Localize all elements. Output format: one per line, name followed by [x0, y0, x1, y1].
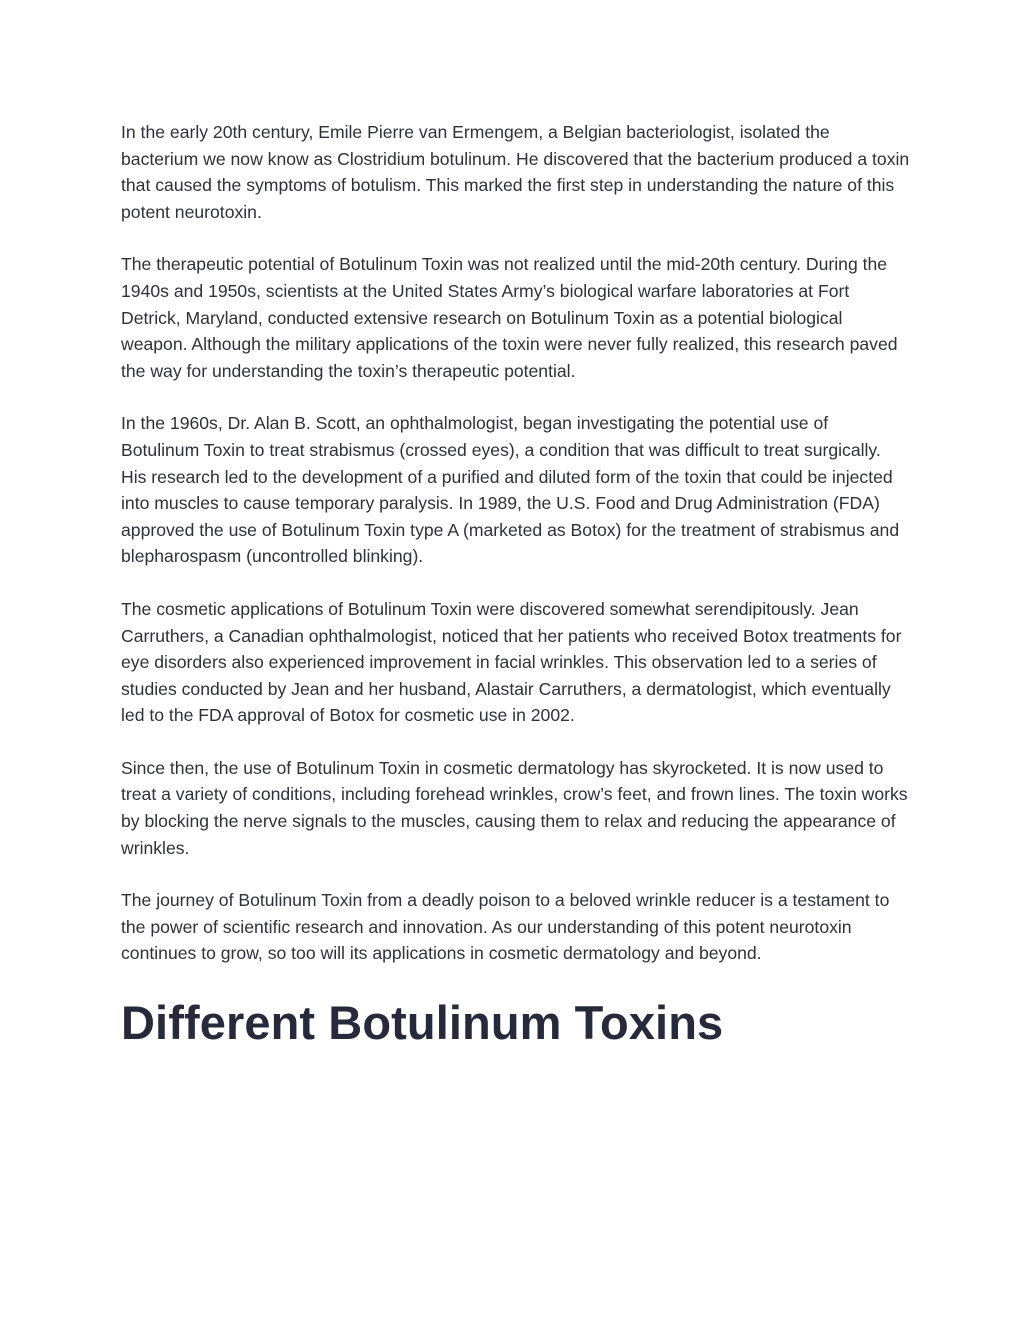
paragraph-cosmetic-applications: The cosmetic applications of Botulinum Toxin were discovered somewhat serendipitously. Jean Carruthers, a Canadian ophthalmologist, noticed that her patients who received Botox treatments for eye disorders also experienced improvement in facial wrinkles. This observation led to a series of studies conducted by Jean and her husband, Alastair Carruthers, a dermatologist, which eventually led to the FDA approval of Botox for cosmetic use in 2002. [121, 598, 902, 726]
document-page [121, 119, 911, 1053]
section-heading: Different Botulinum Toxins [121, 996, 724, 1050]
paragraph-ermengem: In the early 20th century, Emile Pierre van Ermengem, a Belgian bacteriologist, isolated the bacterium we now know as Clostridium botulinum. He discovered that the bacterium produced a toxin that caused the symptoms of botulism. This marked the first step in understanding the nature of this potent neurotoxin. [121, 122, 910, 222]
paragraph-journey: The journey of Botulinum Toxin from a deadly poison to a beloved wrinkle reducer is a testament to the power of scientific research and innovation. As our understanding of this potent neurotoxin continues to grow, so too will its applications in cosmetic dermatology and beyond. [121, 890, 890, 964]
paragraph-therapeutic-potential: The therapeutic potential of Botulinum Toxin was not realized until the mid-20th century. During the 1940s and 1950s, scientists at the United States Army’s biological warfare laboratories at Fort Detrick, Maryland, conducted extensive research on Botulinum Toxin as a potential biological weapon. Although the military applications of the toxin were never fully realized, this research paved the way for understanding the toxin’s therapeutic potential. [121, 254, 898, 381]
paragraph-since-then: Since then, the use of Botulinum Toxin in cosmetic dermatology has skyrocketed. It is now used to treat a variety of conditions, including forehead wrinkles, crow’s feet, and frown lines. The toxin works by blocking the nerve signals to the muscles, causing them to relax and reducing the appearance of wrinkles. [121, 757, 908, 858]
paragraph-alan-scott: In the 1960s, Dr. Alan B. Scott, an ophthalmologist, began investigating the potential use of Botulinum Toxin to treat strabismus (crossed eyes), a condition that was difficult to treat surgically. His research led to the development of a purified and diluted form of the toxin that could be injected into muscles to cause temporary paralysis. In 1989, the U.S. Food and Drug Administration (FDA) approved the use of Botulinum Toxin type A (marketed as Botox) for the treatment of strabismus and blepharospasm (uncontrolled blinking). [121, 413, 900, 567]
